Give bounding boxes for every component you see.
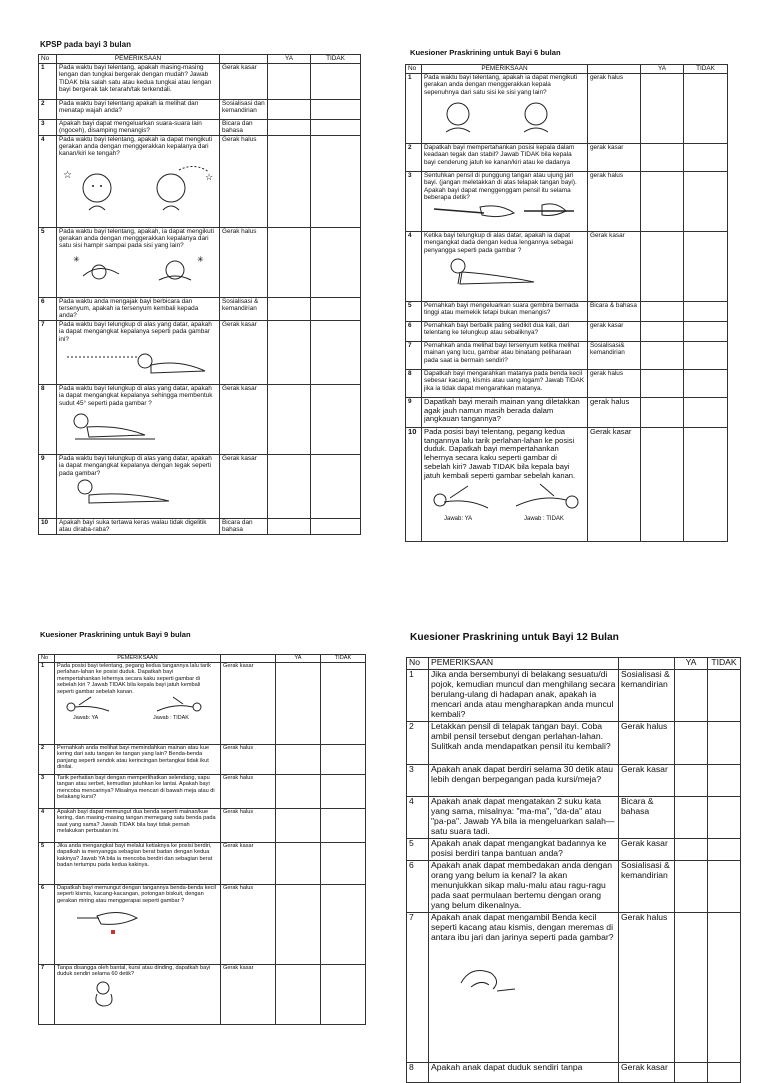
q3-header-ya: YA xyxy=(276,655,321,663)
row-number: 3 xyxy=(39,120,57,136)
q3-header-tidak: TIDAK xyxy=(321,655,366,663)
category: gerak kasar xyxy=(588,322,641,342)
row-number: 9 xyxy=(39,454,57,518)
table-row xyxy=(407,913,741,1063)
table-row xyxy=(406,232,728,302)
table-row xyxy=(407,1063,741,1083)
answer-tidak-cell[interactable] xyxy=(708,765,741,797)
row-number: 8 xyxy=(407,1063,429,1083)
category: gerak halus xyxy=(588,370,641,398)
question-text: Pada waktu bayi telungkup di alas yang datar, apakah ia dapat mengangkat kepalanya dengan tegak seperti pada gambar? xyxy=(59,454,212,477)
baby-pull-to-sit-illustration xyxy=(57,695,217,715)
question-text: Apakah anak dapat membedakan anda dengan orang yang belum ia kenal? Ia akan menunjukkan sikap malu-malu atau ragu-ragu pada saat permulaan bertemu dengan orang yang belum dikenalnya. xyxy=(429,861,619,913)
row-number: 2 xyxy=(407,722,429,765)
answer-ya-cell[interactable] xyxy=(641,322,684,342)
table-row xyxy=(407,722,741,765)
table-row xyxy=(39,135,361,227)
q2-table xyxy=(405,64,728,542)
answer-tidak-cell[interactable] xyxy=(321,965,366,1025)
answer-tidak-cell[interactable] xyxy=(684,428,728,542)
answer-ya-cell[interactable] xyxy=(268,120,311,136)
category: Gerak halus xyxy=(619,722,675,765)
q4-header-tidak: TIDAK xyxy=(708,658,741,670)
category: Sosialisasi & kemandirian xyxy=(619,670,675,722)
answer-tidak-cell[interactable] xyxy=(708,722,741,765)
q4-header-no: No xyxy=(407,658,429,670)
table-row xyxy=(406,398,728,428)
q1-header-ya: YA xyxy=(268,55,311,64)
category: Bicara dan bahasa xyxy=(220,120,268,136)
row-number: 8 xyxy=(406,370,422,398)
q3-header-item: PEMERIKSAAN xyxy=(55,655,221,663)
answer-tidak-cell[interactable] xyxy=(311,297,361,320)
row-number: 5 xyxy=(39,227,57,297)
question-text: Pada waktu bayi telungkup di alas yang datar, apakah ia dapat mengangkat kepalanya sehingga membentuk sudut 45° seperti pada gambar ? xyxy=(59,384,213,407)
row-number: 1 xyxy=(406,74,422,144)
answer-tidak-cell[interactable] xyxy=(311,454,361,518)
answer-ya-cell[interactable] xyxy=(641,398,684,428)
baby-head-45-degree-illustration xyxy=(59,407,219,443)
baby-head-turning-illustration xyxy=(59,158,219,214)
answer-ya-cell[interactable] xyxy=(276,885,321,965)
question-text: Apakah bayi suka tertawa keras walau tidak digelitik atau diraba-raba? xyxy=(57,518,220,534)
row-number: 1 xyxy=(407,670,429,722)
answer-ya-cell[interactable] xyxy=(675,913,708,1063)
category: gerak kasar xyxy=(588,144,641,172)
baby-prone-lifting-head-illustration xyxy=(59,343,219,381)
row-number: 5 xyxy=(39,843,55,885)
answer-tidak-cell[interactable] xyxy=(321,775,366,809)
category: Gerak halus xyxy=(220,135,268,227)
question-text: Jika anda bersembunyi di belakang sesuatu/di pojok, kemudian muncul dan menghilang secara berulang-ulang di hadapan anak, apakah ia mencari anda atau mengharapkan anda muncul kembali? xyxy=(429,670,619,722)
question-text: Pada posisi bayi telentang, pegang kedua tangannya lalu tarik perlahan-lahan ke posisi duduk. Dapatkah bayi mempertahankan lehernya secara kaku seperti gambar di sebelah kiri ? Jawab TIDAK bila kepala bayi jatuh kembali seperti gambar sebelah kanan. xyxy=(57,663,211,695)
table-row xyxy=(39,775,366,809)
table-row xyxy=(406,428,728,542)
table-row xyxy=(39,965,366,1025)
q2-header-tidak: TIDAK xyxy=(684,65,728,74)
q1-header-tidak: TIDAK xyxy=(311,55,361,64)
answer-ya-cell[interactable] xyxy=(641,302,684,322)
category: Gerak halus xyxy=(619,913,675,1063)
row-number: 10 xyxy=(406,428,422,542)
answer-ya-cell[interactable] xyxy=(276,663,321,745)
table-row xyxy=(39,518,361,534)
answer-ya-cell[interactable] xyxy=(276,775,321,809)
row-number: 9 xyxy=(406,398,422,428)
answer-tidak-cell[interactable] xyxy=(684,398,728,428)
question-text: Apakah anak dapat mengambil Benda kecil seperti kacang atau kismis, dengan meremas di antara ibu jari dan jarinya seperti pada gambar? xyxy=(431,912,614,942)
question-text: Apakah bayi dapat memungut dua benda seperti mainan/kue kering, dan masing-masing tangan memegang satu benda pada saat yang sama? Jawab TIDAK bila bayi tidak pernah melakukan perbuatan ini. xyxy=(55,809,221,843)
category: Gerak kasar xyxy=(221,965,276,1025)
row-number: 3 xyxy=(406,172,422,232)
category: Gerak kasar xyxy=(619,839,675,861)
category: Gerak kasar xyxy=(220,64,268,100)
question-text: Pernahkah anda melihat bayi memindahkan mainan atau kue kering dari satu tangan ke tangan yang lain? Benda-benda panjang seperti sendok atau kerincingan bertangkai tidak ikut dinilai. xyxy=(55,745,221,775)
row-number: 6 xyxy=(39,885,55,965)
answer-ya-cell[interactable] xyxy=(276,843,321,885)
q2-header-ya: YA xyxy=(641,65,684,74)
question-text: Pada waktu bayi telentang, apakah ia dapat mengikuti gerakan anda dengan menggerakkan kepala sepenuhnya dari satu sisi ke sisi yang lain? xyxy=(424,74,578,96)
table-row xyxy=(39,663,366,745)
svg-text:☆: ☆ xyxy=(205,171,214,182)
row-number: 1 xyxy=(39,663,55,745)
answer-tidak-cell[interactable] xyxy=(321,885,366,965)
category: Sosialisasi & kemandirian xyxy=(220,297,268,320)
row-number: 10 xyxy=(39,518,57,534)
q4-table xyxy=(406,657,741,1083)
answer-tidak-cell[interactable] xyxy=(311,120,361,136)
baby-prone-chest-up-illustration xyxy=(424,254,584,288)
question-text: Pada waktu bayi telungkup di alas yang datar, apakah ia dapat mengangkat kepalanya seperti pada gambar ini? xyxy=(59,320,212,343)
baby-following-toy-illustration xyxy=(59,250,219,284)
category: Gerak halus xyxy=(221,745,276,775)
table-row xyxy=(39,227,361,297)
row-number: 7 xyxy=(39,965,55,1025)
q2-header-item: PEMERIKSAAN xyxy=(422,65,588,74)
answer-tidak-cell[interactable] xyxy=(684,144,728,172)
answer-ya-cell[interactable] xyxy=(641,74,684,144)
category: Bicara & bahasa xyxy=(619,797,675,839)
row-number: 6 xyxy=(406,322,422,342)
answer-ya-cell[interactable] xyxy=(641,428,684,542)
answer-tidak-cell[interactable] xyxy=(708,1063,741,1083)
answer-tidak-cell[interactable] xyxy=(708,797,741,839)
q1-title: KPSP pada bayi 3 bulan xyxy=(40,40,131,49)
caption-ya: Jawab: YA xyxy=(444,516,473,523)
category: Gerak halus xyxy=(221,809,276,843)
caption-ya: Jawab: YA xyxy=(73,715,99,722)
table-row xyxy=(407,765,741,797)
pincer-grasp-hand-illustration xyxy=(431,943,611,1003)
table-row xyxy=(39,297,361,320)
answer-tidak-cell[interactable] xyxy=(684,370,728,398)
category: Gerak kasar xyxy=(619,765,675,797)
row-number: 7 xyxy=(406,342,422,370)
answer-ya-cell[interactable] xyxy=(641,172,684,232)
row-number: 3 xyxy=(39,775,55,809)
answer-ya-cell[interactable] xyxy=(675,797,708,839)
category: gerak halus xyxy=(588,398,641,428)
category: Sosialisasi& kemandirian xyxy=(588,342,641,370)
row-number: 7 xyxy=(407,913,429,1063)
answer-tidak-cell[interactable] xyxy=(311,64,361,100)
answer-ya-cell[interactable] xyxy=(675,722,708,765)
answer-ya-cell[interactable] xyxy=(675,839,708,861)
row-number: 2 xyxy=(39,100,57,120)
question-text: Tarik perhatian bayi dengan memperlihatkan selendang, sapu tangan atau serbet, kemudian jatuhkan ke lantai. Apakah bayi mencoba mencarinya? Misalnya mencari di bawah meja atau di belakang kursi? xyxy=(55,775,221,809)
answer-tidak-cell[interactable] xyxy=(684,342,728,370)
category: Gerak kasar xyxy=(220,384,268,454)
q3-header-no: No xyxy=(39,655,55,663)
q3-table xyxy=(38,654,366,1025)
answer-tidak-cell[interactable] xyxy=(684,302,728,322)
category: Bicara & bahasa xyxy=(588,302,641,322)
question-text: Jika anda mengangkat bayi melalui ketiaknya ke posisi berdiri, dapatkah ia menyangga sebagian berat badan dengan kedua kakinya? Jawab YA bila ia mencoba berdiri dan sebagian berat badan tertumpu pada kedua kakinya. xyxy=(55,843,221,885)
row-number: 4 xyxy=(407,797,429,839)
answer-tidak-cell[interactable] xyxy=(708,839,741,861)
row-number: 3 xyxy=(407,765,429,797)
question-text: Pernahkah anda melihat bayi tersenyum ketika melihat mainan yang lucu, gambar atau binatang peliharaan pada saat ia bermain sendiri? xyxy=(422,342,588,370)
table-row xyxy=(39,454,361,518)
answer-ya-cell[interactable] xyxy=(268,227,311,297)
answer-tidak-cell[interactable] xyxy=(684,172,728,232)
q4-header-item: PEMERIKSAAN xyxy=(429,658,619,670)
answer-ya-cell[interactable] xyxy=(675,670,708,722)
svg-text:☆: ☆ xyxy=(63,169,72,181)
q4-title: Kuesioner Praskrining untuk Bayi 12 Bulan xyxy=(410,632,619,643)
answer-ya-cell[interactable] xyxy=(641,232,684,302)
answer-ya-cell[interactable] xyxy=(276,809,321,843)
row-number: 2 xyxy=(406,144,422,172)
category: gerak halus xyxy=(588,172,641,232)
answer-tidak-cell[interactable] xyxy=(708,913,741,1063)
answer-tidak-cell[interactable] xyxy=(311,384,361,454)
table-row xyxy=(407,670,741,722)
table-row xyxy=(406,302,728,322)
table-row xyxy=(406,144,728,172)
question-text: Dapatkah bayi memungut dengan tangannya benda-benda kecil seperti kismis, kacang-kacangan, potongan biskuit, dengan gerakan miring atau menggerapai seperti gambar ? xyxy=(57,885,216,904)
answer-ya-cell[interactable] xyxy=(675,765,708,797)
row-number: 4 xyxy=(39,135,57,227)
question-text: Pada waktu bayi telentang, apakah, ia dapat mengikuti gerakan anda dengan menggerakkan kepalanya dari satu sisi hampir sampai pada sisi yang lain? xyxy=(59,227,214,250)
question-text: Pada waktu bayi telentang, apakah ia dapat mengikuti gerakan anda dengan menggerakkan kepalanya dari kanan/kiri ke tengah? xyxy=(59,135,213,158)
hand-raking-object-illustration xyxy=(57,904,217,940)
question-text: Pernahkah bayi mengeluarkan suara gembira bernada tinggi atau memekik tetapi bukan menangis? xyxy=(422,302,588,322)
answer-ya-cell[interactable] xyxy=(276,745,321,775)
table-row xyxy=(407,861,741,913)
row-number: 2 xyxy=(39,745,55,775)
question-text: Pernahkah bayi berbalik paling sedikit dua kali, dari telentang ke telungkup atau sebaliknya? xyxy=(422,322,588,342)
question-text: Apakah anak dapat berdiri selama 30 detik atau lebih dengan berpegangan pada kursi/meja? xyxy=(429,765,619,797)
table-row xyxy=(407,839,741,861)
answer-tidak-cell[interactable] xyxy=(684,322,728,342)
answer-tidak-cell[interactable] xyxy=(684,232,728,302)
answer-tidak-cell[interactable] xyxy=(321,843,366,885)
table-row xyxy=(406,74,728,144)
category: Gerak kasar xyxy=(588,428,641,542)
row-number: 8 xyxy=(39,384,57,454)
table-row xyxy=(39,809,366,843)
question-text: Dapatkah bayi mengarahkan matanya pada benda kecil sebesar kacang, kismis atau uang logam? Jawab TIDAK jika ia tidak dapat mengarahkan matanya. xyxy=(422,370,588,398)
category: Sosialisasi dan kemandirian xyxy=(220,100,268,120)
question-text: Dapatkah bayi meraih mainan yang diletakkan agak jauh namun masih berada dalam jangkauan tangannya? xyxy=(422,398,588,428)
q4-header-ya: YA xyxy=(675,658,708,670)
table-row xyxy=(39,64,361,100)
answer-ya-cell[interactable] xyxy=(641,370,684,398)
answer-ya-cell[interactable] xyxy=(268,518,311,534)
question-text: Pada waktu anda mengajak bayi berbicara dan tersenyum, apakah ia tersenyum kembali kepada anda? xyxy=(57,297,220,320)
q1-header-no: No xyxy=(39,55,57,64)
answer-ya-cell[interactable] xyxy=(268,135,311,227)
answer-ya-cell[interactable] xyxy=(641,342,684,370)
q3-title: Kuesioner Praskrining untuk Bayi 9 bulan xyxy=(40,630,191,639)
row-number: 5 xyxy=(406,302,422,322)
question-text: Apakah anak dapat duduk sendiri tanpa xyxy=(429,1063,619,1083)
row-number: 1 xyxy=(39,64,57,100)
answer-ya-cell[interactable] xyxy=(268,454,311,518)
table-row xyxy=(406,370,728,398)
question-text: Dapatkah bayi mempertahankan posisi kepala dalam keadaan tegak dan stabil? Jawab TIDAK bila kepala bayi cenderung jatuh ke kanan/kiri atau ke dadanya xyxy=(422,144,588,172)
question-text: Pada waktu bayi telentang, apakah masing-masing lengan dan tungkai bergerak dengan mudah? Jawab TIDAK bila salah satu atau kedua tungkai atau lengan bayi bergerak tak terarah/tak terkendali. xyxy=(57,64,220,100)
category: Gerak kasar xyxy=(220,454,268,518)
table-row xyxy=(39,120,361,136)
row-number: 5 xyxy=(407,839,429,861)
table-row xyxy=(39,100,361,120)
answer-tidak-cell[interactable] xyxy=(321,663,366,745)
caption-tidak: Jawab : TIDAK xyxy=(524,516,564,523)
baby-pull-to-sit-illustration xyxy=(424,480,584,516)
answer-tidak-cell[interactable] xyxy=(684,74,728,144)
table-row xyxy=(39,320,361,384)
category: gerak halus xyxy=(588,74,641,144)
category: Gerak kasar xyxy=(220,320,268,384)
question-text: Sentuhkan pensil di punggung tangan atau ujung jari bayi. (jangan meletakkan di atas telapak tangan bayi). Apakah bayi dapat menggenggam pensil itu selama beberapa detik? xyxy=(424,172,577,202)
question-text: Pada posisi bayi telentang, pegang kedua tangannya lalu tarik perlahan-lahan ke posisi duduk. Dapatkah bayi mempertahankan lehernya secara kaku seperti gambar di sebelah kiri? Jawab TIDAK bila kepala bayi jatuh kembali seperti gambar sebelah kanan. xyxy=(424,427,576,480)
category: Gerak kasar xyxy=(619,1063,675,1083)
question-text: Tanpa disangga oleh bantal, kursi atau dinding, dapatkah bayi duduk sendiri selama 60 detik? xyxy=(57,965,211,978)
category: Gerak halus xyxy=(221,885,276,965)
answer-tidak-cell[interactable] xyxy=(321,809,366,843)
answer-ya-cell[interactable] xyxy=(268,297,311,320)
hand-with-pencil-illustration xyxy=(424,201,584,221)
category: Gerak kasar xyxy=(221,663,276,745)
answer-ya-cell[interactable] xyxy=(268,64,311,100)
row-number: 6 xyxy=(407,861,429,913)
question-text: Letakkan pensil di telapak tangan bayi. Coba ambil pensil tersebut dengan perlahan-lahan. Sulitkah anda mendapatkan pensil itu kembali? xyxy=(429,722,619,765)
row-number: 6 xyxy=(39,297,57,320)
row-number: 4 xyxy=(39,809,55,843)
answer-tidak-cell[interactable] xyxy=(708,861,741,913)
category: Gerak kasar xyxy=(588,232,641,302)
answer-tidak-cell[interactable] xyxy=(311,518,361,534)
question-text: Pada waktu bayi telentang apakah ia melihat dan menatap wajah anda? xyxy=(57,100,220,120)
q2-header-no: No xyxy=(406,65,422,74)
answer-ya-cell[interactable] xyxy=(268,320,311,384)
table-row xyxy=(406,322,728,342)
answer-tidak-cell[interactable] xyxy=(321,745,366,775)
svg-text:✳: ✳ xyxy=(73,254,80,264)
question-text: Ketika bayi telungkup di alas datar, apakah ia dapat mengangkat dada dengan kedua lengannya sebagai penyangga seperti pada gambar ? xyxy=(424,232,573,254)
q1-header-item: PEMERIKSAAN xyxy=(57,55,220,64)
q2-title: Kuesioner Praskrining untuk Bayi 6 bulan xyxy=(410,48,561,57)
answer-tidak-cell[interactable] xyxy=(311,320,361,384)
category: Gerak kasar xyxy=(221,843,276,885)
table-row xyxy=(39,843,366,885)
table-row xyxy=(39,745,366,775)
question-text: Apakah anak dapat mengatakan 2 suku kata yang sama, misalnya: "ma-ma", "da-da" atau "pa-pa". Jawab YA bila ia mengeluarkan salah—satu suara tadi. xyxy=(429,797,619,839)
answer-ya-cell[interactable] xyxy=(268,384,311,454)
answer-ya-cell[interactable] xyxy=(276,965,321,1025)
q1-table xyxy=(38,54,361,535)
question-text: Apakah bayi dapat mengeluarkan suara-suara lain (ngoceh), disamping menangis? xyxy=(57,120,220,136)
table-row xyxy=(39,885,366,965)
category: Bicara dan bahasa xyxy=(220,518,268,534)
baby-sitting-illustration xyxy=(57,978,217,1008)
caption-tidak: Jawab : TIDAK xyxy=(153,715,189,722)
answer-ya-cell[interactable] xyxy=(675,861,708,913)
answer-ya-cell[interactable] xyxy=(268,100,311,120)
table-row xyxy=(407,797,741,839)
table-row xyxy=(39,384,361,454)
svg-text:✳: ✳ xyxy=(197,254,204,264)
question-text: Apakah anak dapat mengangkat badannya ke posisi berdiri tanpa bantuan anda? xyxy=(429,839,619,861)
answer-tidak-cell[interactable] xyxy=(311,227,361,297)
answer-ya-cell[interactable] xyxy=(675,1063,708,1083)
answer-tidak-cell[interactable] xyxy=(311,100,361,120)
category: Gerak halus xyxy=(220,227,268,297)
answer-tidak-cell[interactable] xyxy=(708,670,741,722)
row-number: 7 xyxy=(39,320,57,384)
answer-tidak-cell[interactable] xyxy=(311,135,361,227)
category: Gerak halus xyxy=(221,775,276,809)
row-number: 4 xyxy=(406,232,422,302)
table-row xyxy=(406,172,728,232)
answer-ya-cell[interactable] xyxy=(641,144,684,172)
category: Sosialisasi & kemandirian xyxy=(619,861,675,913)
baby-head-turning-illustration xyxy=(424,96,584,134)
baby-head-upright-illustration xyxy=(59,477,219,505)
table-row xyxy=(406,342,728,370)
